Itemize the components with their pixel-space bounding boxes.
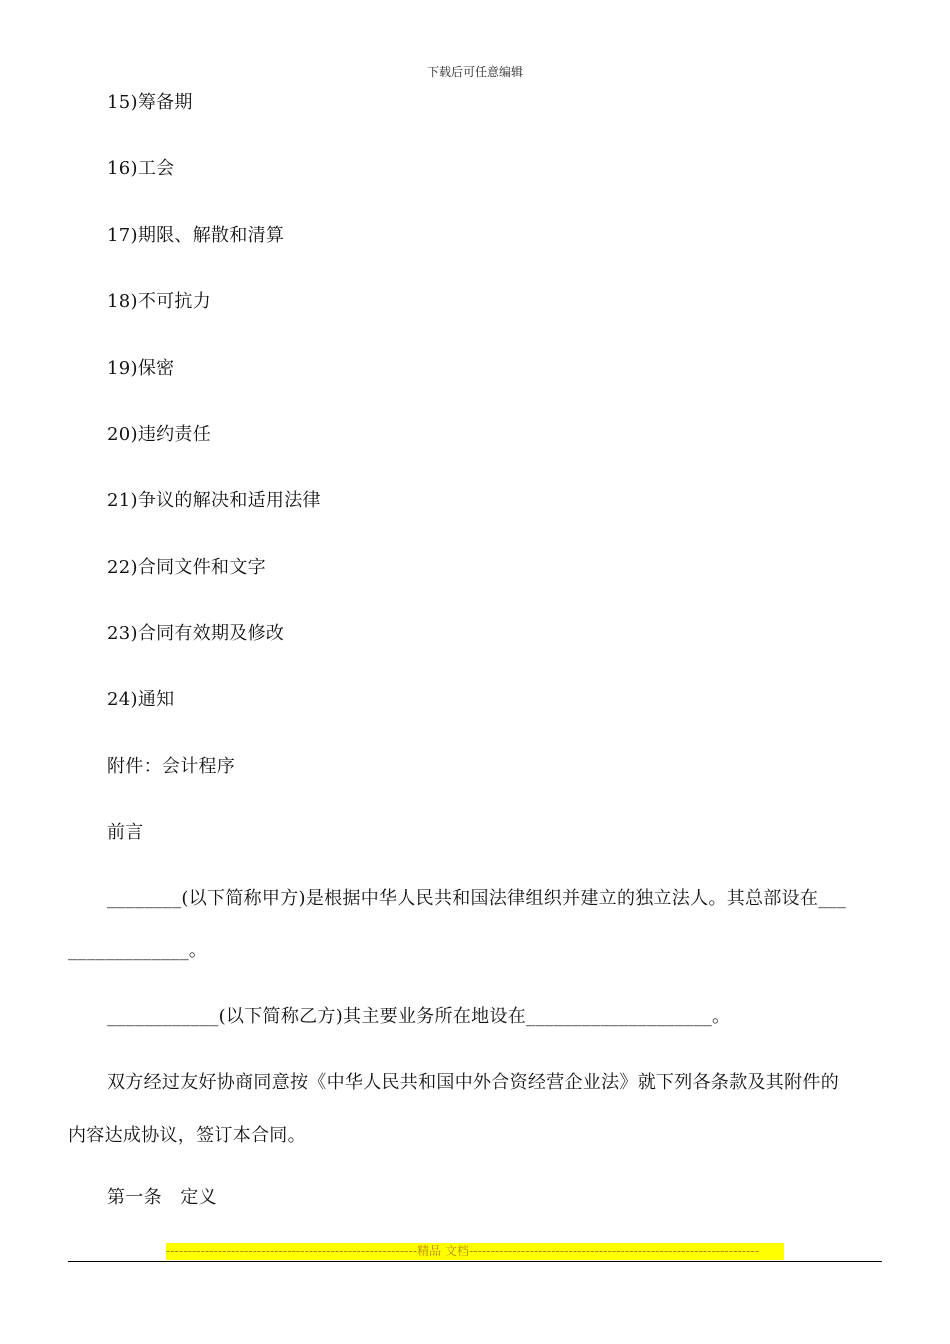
toc-item-18: 18)不可抗力: [107, 291, 212, 312]
footer-divider: [68, 1261, 882, 1262]
toc-item-21: 21)争议的解决和适用法律: [107, 490, 321, 511]
toc-item-20: 20)违约责任: [107, 424, 212, 445]
toc-item-19: 19)保密: [107, 358, 175, 379]
agreement-paragraph-line1: 双方经过友好协商同意按《中华人民共和国中外合资经营企业法》就下列各条款及其附件的: [107, 1072, 839, 1093]
agreement-paragraph-line2: 内容达成协议，签订本合同。: [68, 1125, 306, 1146]
toc-item-22: 22)合同文件和文字: [107, 557, 266, 578]
footer-watermark: ----------------------------------------------------------精品 文档-------------------------------------------------------------------: [166, 1243, 784, 1260]
appendix-line: 附件：会计程序: [107, 756, 236, 777]
article-1-title: 第一条 定义: [107, 1187, 217, 1208]
preface-title: 前言: [107, 822, 144, 843]
toc-item-17: 17)期限、解散和清算: [107, 225, 285, 246]
party-a-paragraph-line2: _____________。: [68, 940, 208, 961]
toc-item-16: 16)工会: [107, 158, 175, 179]
toc-item-24: 24)通知: [107, 689, 175, 710]
page-header: 下载后可任意编辑: [426, 65, 523, 79]
party-a-paragraph-line1: ________(以下简称甲方)是根据中华人民共和国法律组织并建立的独立法人。其总部设在___: [107, 888, 847, 909]
toc-item-15: 15)筹备期: [107, 92, 193, 113]
party-b-paragraph: ____________(以下简称乙方)其主要业务所在地设在____________________。: [107, 1006, 731, 1027]
toc-item-23: 23)合同有效期及修改: [107, 623, 285, 644]
